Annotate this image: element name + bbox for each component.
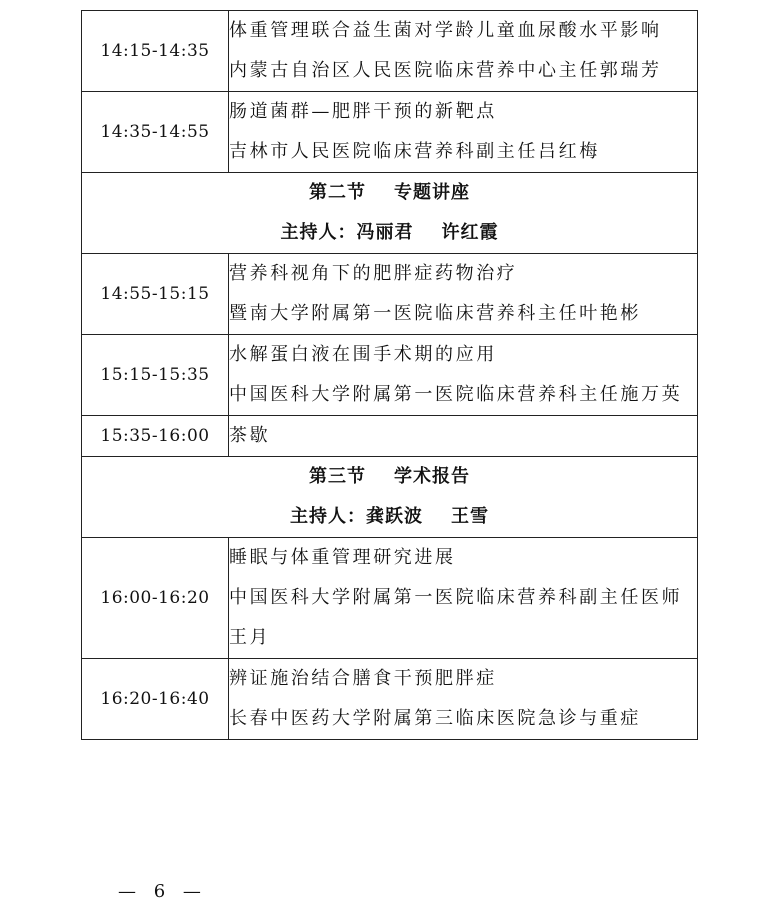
topic-text: 睡眠与体重管理研究进展	[229, 547, 456, 568]
speaker-text: 长春中医药大学附属第三临床医院急诊与重症	[229, 708, 641, 729]
table-row	[82, 335, 698, 416]
hosts-label: 主持人：龚跃波	[290, 506, 423, 527]
topic-text: 茶歇	[229, 425, 271, 446]
content-cell	[229, 92, 698, 173]
time-cell: 16:00-16:20	[82, 538, 229, 659]
section-header-row	[82, 173, 698, 254]
section-header	[82, 457, 698, 538]
section-hosts	[82, 497, 697, 537]
content-cell	[229, 659, 698, 740]
speaker-text: 暨南大学附属第一医院临床营养科主任叶艳彬	[229, 303, 641, 324]
time-cell: 14:35-14:55	[82, 92, 229, 173]
hosts-second: 王雪	[451, 506, 489, 527]
time-cell: 14:55-15:15	[82, 254, 229, 335]
time-cell: 14:15-14:35	[82, 11, 229, 92]
content-cell	[229, 416, 698, 457]
section-name: 学术报告	[394, 466, 470, 487]
page-number: — 6 —	[118, 881, 207, 902]
speaker-text: 中国医科大学附属第一医院临床营养科副主任医师王月	[229, 587, 683, 648]
topic-text: 肠道菌群—肥胖干预的新靶点	[229, 101, 497, 122]
table-row	[82, 11, 698, 92]
table-row	[82, 416, 698, 457]
section-title	[82, 457, 697, 497]
time-cell: 15:35-16:00	[82, 416, 229, 457]
time-cell: 16:20-16:40	[82, 659, 229, 740]
topic-text: 水解蛋白液在围手术期的应用	[229, 344, 497, 365]
content-cell	[229, 538, 698, 659]
schedule-table	[81, 10, 698, 740]
topic-text: 营养科视角下的肥胖症药物治疗	[229, 263, 518, 284]
speaker-text: 吉林市人民医院临床营养科副主任吕红梅	[229, 141, 600, 162]
table-row	[82, 659, 698, 740]
table-row	[82, 538, 698, 659]
topic-text: 体重管理联合益生菌对学龄儿童血尿酸水平影响	[229, 20, 662, 41]
speaker-text: 内蒙古自治区人民医院临床营养中心主任郭瑞芳	[229, 60, 662, 81]
topic-text: 辨证施治结合膳食干预肥胖症	[229, 668, 497, 689]
section-label: 第二节	[309, 182, 366, 203]
content-cell	[229, 11, 698, 92]
section-header	[82, 173, 698, 254]
time-cell: 15:15-15:35	[82, 335, 229, 416]
content-cell	[229, 254, 698, 335]
hosts-label: 主持人：冯丽君	[280, 222, 414, 243]
hosts-second: 许红霞	[441, 222, 499, 243]
table-row	[82, 254, 698, 335]
table-row	[82, 92, 698, 173]
content-cell	[229, 335, 698, 416]
section-hosts	[82, 213, 697, 253]
section-title	[82, 173, 697, 213]
speaker-text: 中国医科大学附属第一医院临床营养科主任施万英	[229, 384, 683, 405]
section-label: 第三节	[309, 466, 366, 487]
section-header-row	[82, 457, 698, 538]
section-name: 专题讲座	[394, 182, 470, 203]
